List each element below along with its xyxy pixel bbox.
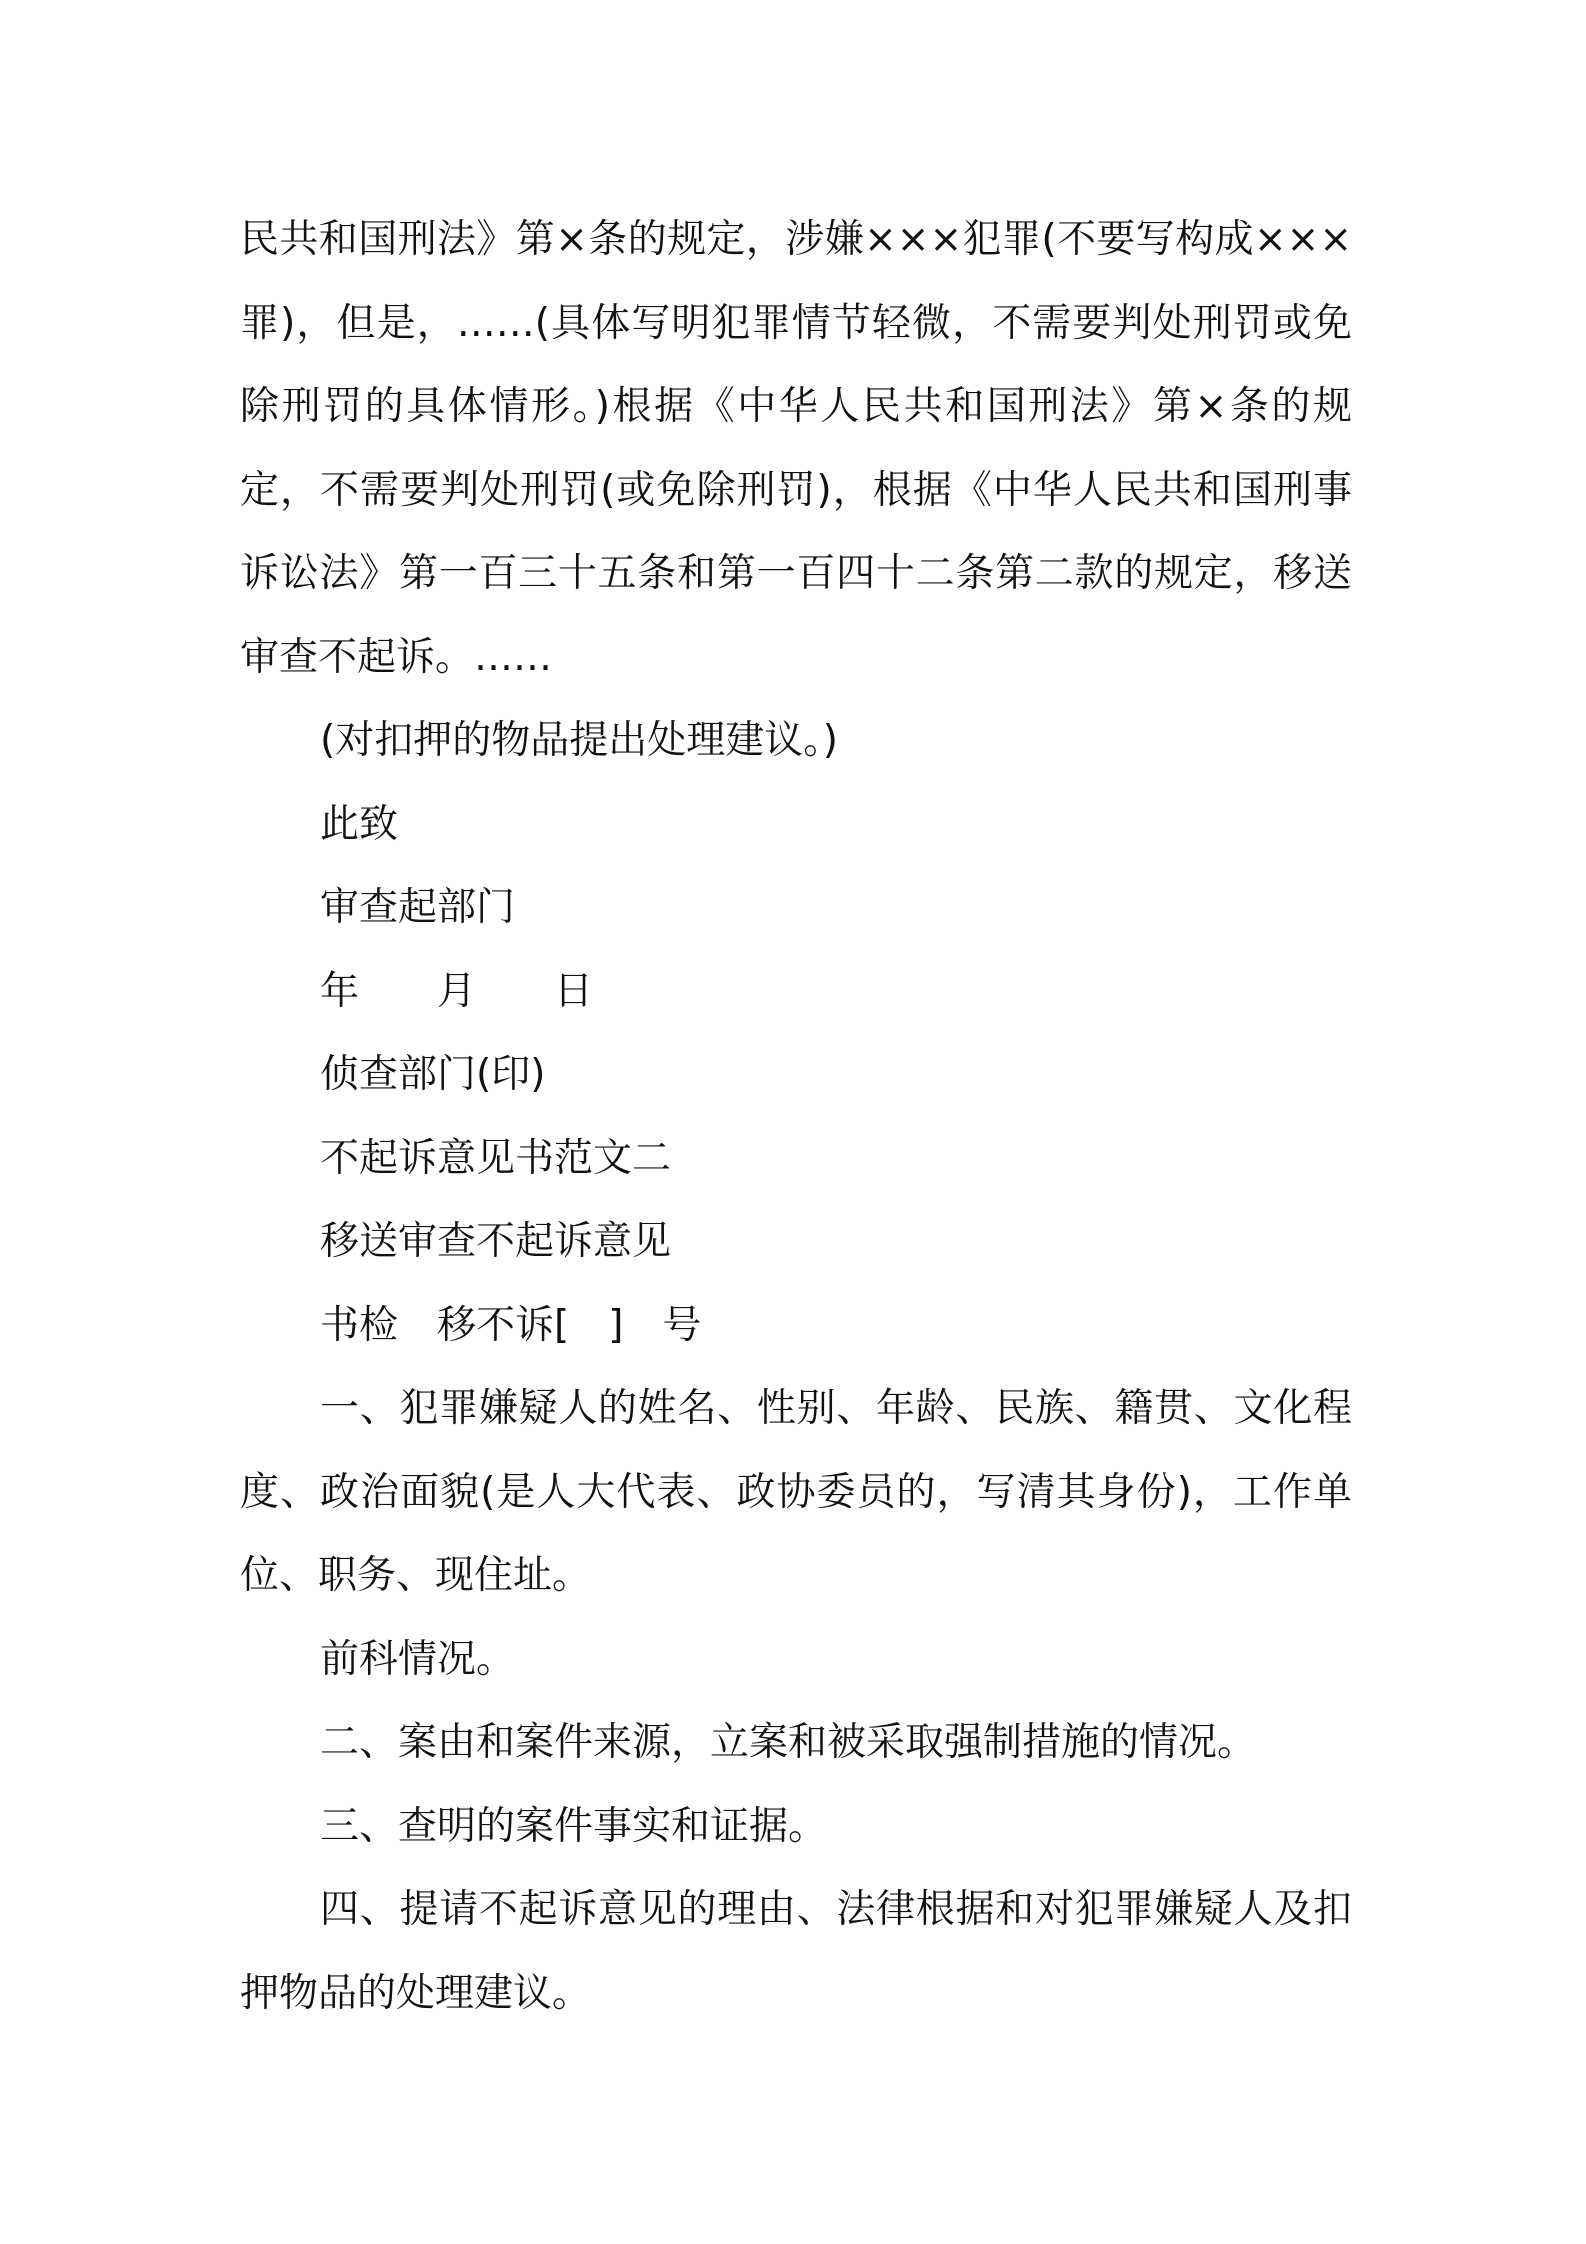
paragraph-recipient: 审查起部门 [320, 885, 516, 930]
paragraph-case-origin: 二、案由和案件来源，立案和被采取强制措施的情况。 [320, 1720, 1257, 1765]
paragraph-form-title: 移送审查不起诉意见 [320, 1219, 672, 1264]
paragraph-legal-basis: 民共和国刑法》第×条的规定，涉嫌×××犯罪(不要写构成×××罪)，但是，……(具体写明犯罪情节轻微，不需要判处刑罚或免除刑罚的具体情形。)根据《中华人民共和国刑法》第×条的规定，不需要判处刑罚(或免除刑罚)，根据《中华人民共和国刑事诉讼法》第一百三十五条和第一百四十二条第二款的规定，移送审查不起诉。…… [240, 217, 1352, 680]
paragraph-date: 年 月 日 [320, 968, 594, 1014]
paragraph-reasons: 四、提请不起诉意见的理由、法律根据和对犯罪嫌疑人及扣押物品的处理建议。 [240, 1887, 1352, 2016]
document-page [240, 198, 1352, 2035]
paragraph-prior-record: 前科情况。 [320, 1636, 516, 1682]
paragraph-sample-title: 不起诉意见书范文二 [320, 1135, 672, 1181]
paragraph-suspect-info: 一、犯罪嫌疑人的姓名、性别、年龄、民族、籍贯、文化程度、政治面貌(是人大代表、政协委员的，写清其身份)，工作单位、职务、现住址。 [240, 1386, 1352, 1598]
paragraph-facts-evidence: 三、查明的案件事实和证据。 [320, 1803, 828, 1849]
paragraph-seal: 侦查部门(印) [320, 1052, 546, 1097]
paragraph-seized-items: (对扣押的物品提出处理建议。) [320, 718, 838, 763]
paragraph-salutation: 此致 [320, 801, 399, 847]
paragraph-document-number: 书检 移不诉[ ] 号 [320, 1302, 702, 1348]
